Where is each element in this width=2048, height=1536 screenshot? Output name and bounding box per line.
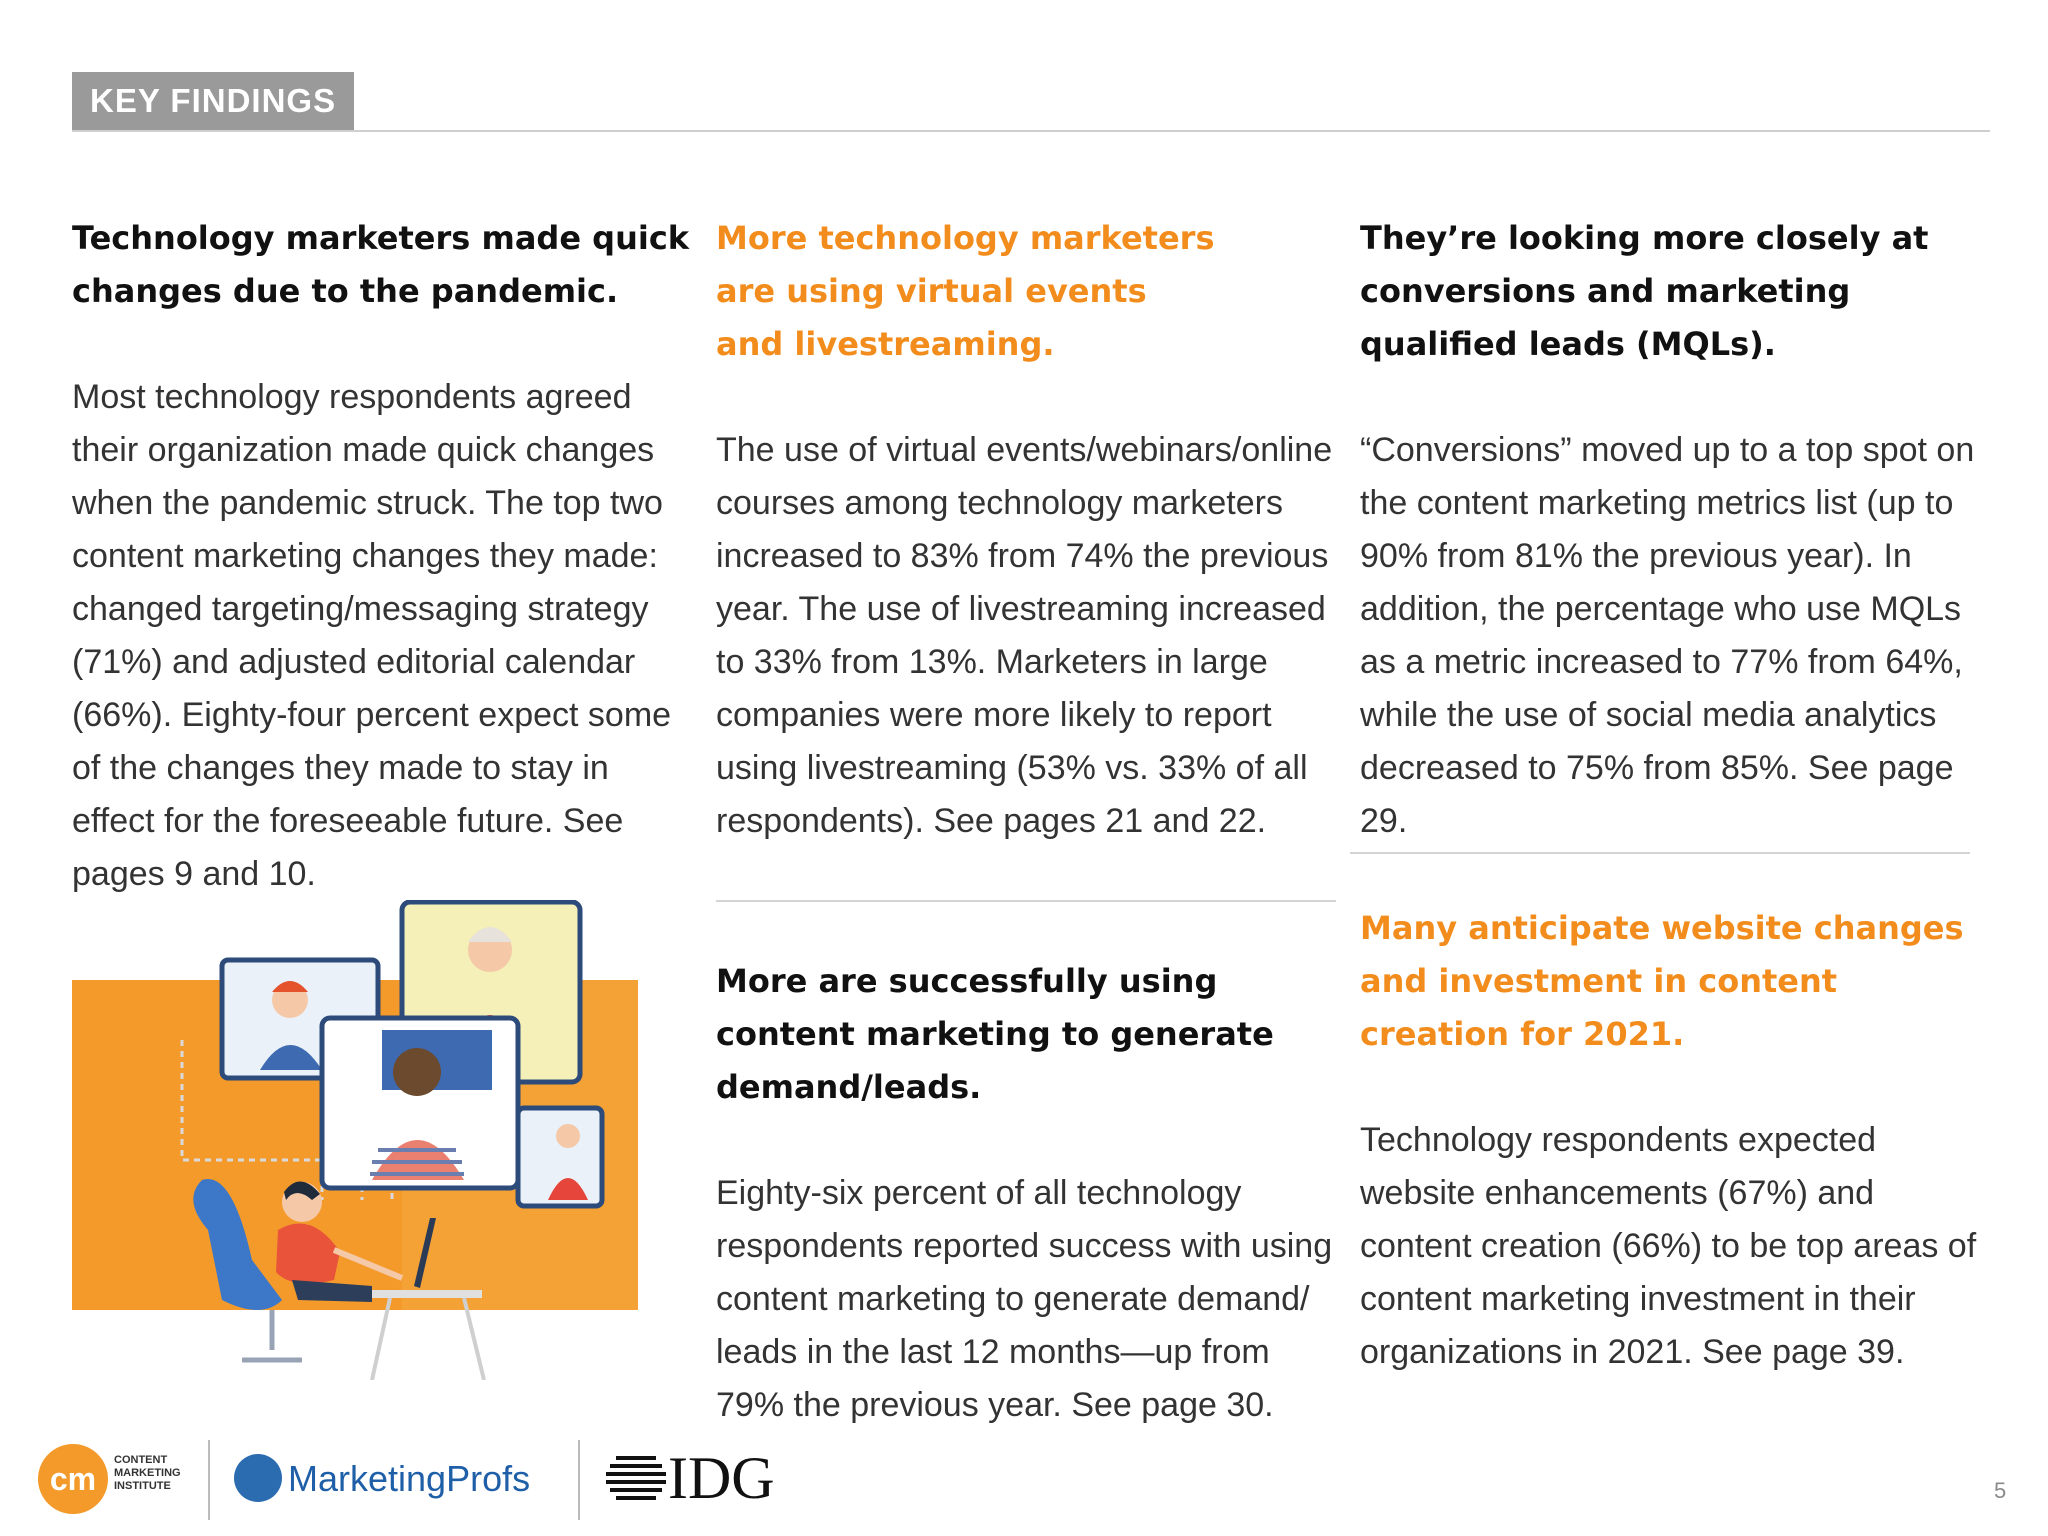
remote-meeting-illustration [72,900,652,1380]
finding-conversions-mqls [1360,212,1990,848]
idg-globe-icon [606,1452,666,1504]
marketingprofs-logo: MarketingProfs [288,1458,531,1499]
finding-body: Most technology respondents agreed their organization made quick changes when the pandemic struck. The top two content marketing changes they made: changed targeting/messaging strategy (71%) and adjusted editorial calendar (66%). Eighty-four percent expect some of the changes they made to stay in effect for the foreseeable future. See pages 9 and 10. [72,378,672,893]
page-number: 5 [1994,1478,2007,1503]
finding-virtual-events [716,212,1336,848]
finding-pandemic-changes [72,212,692,901]
cmi-line: MARKETING [114,1467,181,1479]
divider [1350,852,1970,854]
cmi-logo-icon: cm [38,1444,108,1514]
divider [716,900,1336,902]
cmi-logo-text [114,1454,181,1493]
finding-heading: Many anticipate website changes and investment in content creation for 2021. [1360,909,1964,1053]
finding-body: Eighty-six percent of all technology respondents reported success with using content marketing to generate demand/ leads in the last 12 months—up from 79% the previous year. See page 30. [716,1174,1333,1424]
finding-body: The use of virtual events/webinars/online courses among technology marketers increased to 83% from 74% the previous year. The use of livestreaming increased to 33% from 13%. Marketers in large companies were more likely to report using livestreaming (53% vs. 33% of all respondents). See pages 21 and 22. [716,431,1333,840]
finding-website-investment [1360,902,1990,1379]
logo-divider [208,1440,210,1520]
cmi-line: INSTITUTE [114,1480,171,1492]
logo-divider [578,1440,580,1520]
cmi-line: CONTENT [114,1454,168,1466]
finding-heading: Technology marketers made quick changes due to the pandemic. [72,219,690,310]
marketingprofs-logo-icon [234,1454,282,1502]
finding-heading: More technology marketers are using virtual events and livestreaming. [716,219,1215,363]
footer-logos [38,1440,858,1520]
finding-demand-leads [716,955,1346,1432]
finding-heading: More are successfully using content marketing to generate demand/leads. [716,962,1274,1106]
idg-logo: IDG [668,1445,775,1511]
section-label: KEY FINDINGS [72,72,354,130]
header-divider [72,130,1990,132]
finding-body: “Conversions” moved up to a top spot on the content marketing metrics list (up to 90% from 81% the previous year). In addition, the percentage who use MQLs as a metric increased to 77% from 64%, while the use of social media analytics decreased to 75% from 85%. See page 29. [1360,431,1975,840]
finding-body: Technology respondents expected website enhancements (67%) and content creation (66%) to be top areas of content marketing investment in their organizations in 2021. See page 39. [1360,1121,1977,1371]
finding-heading: They’re looking more closely at conversions and marketing qualified leads (MQLs). [1360,219,1929,363]
